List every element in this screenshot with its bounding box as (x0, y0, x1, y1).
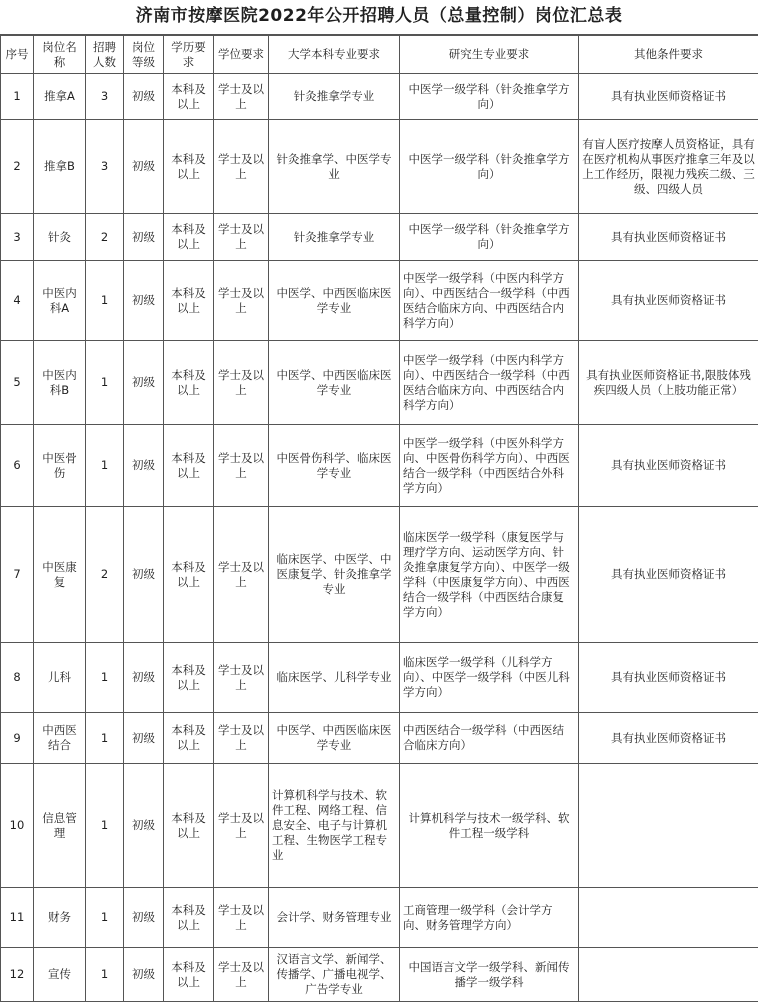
header-level: 岗位等级 (124, 36, 164, 74)
cell-no: 7 (1, 507, 34, 643)
cell-other: 具有执业医师资格证书 (579, 74, 758, 120)
cell-no: 12 (1, 948, 34, 1002)
table-row (1, 507, 758, 643)
cell-count: 1 (86, 888, 124, 948)
cell-count: 1 (86, 948, 124, 1002)
cell-degree: 学士及以上 (214, 214, 269, 261)
cell-name: 中医内科B (34, 341, 86, 425)
table-row (1, 713, 758, 764)
cell-count: 1 (86, 643, 124, 713)
cell-degree: 学士及以上 (214, 261, 269, 341)
cell-name: 宣传 (34, 948, 86, 1002)
cell-ug: 临床医学、儿科学专业 (269, 643, 400, 713)
cell-level: 初级 (124, 948, 164, 1002)
header-edu: 学历要求 (164, 36, 214, 74)
cell-count: 1 (86, 425, 124, 507)
header-degree: 学位要求 (214, 36, 269, 74)
cell-level: 初级 (124, 643, 164, 713)
cell-ug: 针灸推拿学专业 (269, 74, 400, 120)
cell-edu: 本科及以上 (164, 120, 214, 214)
cell-level: 初级 (124, 74, 164, 120)
cell-level: 初级 (124, 764, 164, 888)
cell-no: 3 (1, 214, 34, 261)
page-title: 济南市按摩医院2022年公开招聘人员（总量控制）岗位汇总表 (0, 0, 758, 35)
cell-other: 有盲人医疗按摩人员资格证，具有在医疗机构从事医疗推拿三年及以上工作经历，限视力残疾二级、三级、四级人员 (579, 120, 758, 214)
cell-level: 初级 (124, 425, 164, 507)
cell-name: 中医内科A (34, 261, 86, 341)
table-row (1, 74, 758, 120)
cell-pg: 中医学一级学科（中医内科学方向）、中西医结合一级学科（中西医结合临床方向、中西医结合内科学方向） (400, 261, 579, 341)
cell-edu: 本科及以上 (164, 643, 214, 713)
cell-edu: 本科及以上 (164, 888, 214, 948)
cell-degree: 学士及以上 (214, 948, 269, 1002)
cell-degree: 学士及以上 (214, 888, 269, 948)
cell-other: 具有执业医师资格证书 (579, 214, 758, 261)
cell-other: 具有执业医师资格证书 (579, 643, 758, 713)
cell-other (579, 888, 758, 948)
cell-degree: 学士及以上 (214, 764, 269, 888)
cell-no: 5 (1, 341, 34, 425)
cell-edu: 本科及以上 (164, 214, 214, 261)
cell-no: 9 (1, 713, 34, 764)
cell-other: 具有执业医师资格证书,限肢体残疾四级人员（上肢功能正常） (579, 341, 758, 425)
cell-pg: 临床医学一级学科（儿科学方向）、中医学一级学科（中医儿科学方向） (400, 643, 579, 713)
cell-degree: 学士及以上 (214, 341, 269, 425)
cell-edu: 本科及以上 (164, 507, 214, 643)
header-row (1, 36, 758, 74)
table-row (1, 764, 758, 888)
header-ug: 大学本科专业要求 (269, 36, 400, 74)
table-row (1, 948, 758, 1002)
cell-level: 初级 (124, 713, 164, 764)
cell-other (579, 948, 758, 1002)
cell-pg: 中医学一级学科（针灸推拿学方向） (400, 214, 579, 261)
cell-ug: 针灸推拿学专业 (269, 214, 400, 261)
table-row (1, 888, 758, 948)
cell-degree: 学士及以上 (214, 120, 269, 214)
cell-ug: 中医学、中西医临床医学专业 (269, 341, 400, 425)
cell-pg: 中医学一级学科（中医外科学方向、中医骨伤科学方向）、中西医结合一级学科（中西医结合外科学方向） (400, 425, 579, 507)
cell-count: 3 (86, 120, 124, 214)
cell-degree: 学士及以上 (214, 643, 269, 713)
cell-name: 中西医结合 (34, 713, 86, 764)
cell-level: 初级 (124, 214, 164, 261)
cell-pg: 中医学一级学科（针灸推拿学方向） (400, 120, 579, 214)
header-pg: 研究生专业要求 (400, 36, 579, 74)
header-no: 序号 (1, 36, 34, 74)
cell-degree: 学士及以上 (214, 713, 269, 764)
cell-name: 中医康复 (34, 507, 86, 643)
cell-edu: 本科及以上 (164, 948, 214, 1002)
cell-ug: 中医骨伤科学、临床医学专业 (269, 425, 400, 507)
cell-name: 信息管理 (34, 764, 86, 888)
cell-ug: 中医学、中西医临床医学专业 (269, 713, 400, 764)
cell-edu: 本科及以上 (164, 341, 214, 425)
table-row (1, 261, 758, 341)
cell-name: 针灸 (34, 214, 86, 261)
cell-ug: 临床医学、中医学、中医康复学、针灸推拿学专业 (269, 507, 400, 643)
positions-table (0, 35, 758, 1002)
table-row (1, 341, 758, 425)
cell-ug: 会计学、财务管理专业 (269, 888, 400, 948)
cell-level: 初级 (124, 120, 164, 214)
cell-count: 1 (86, 764, 124, 888)
cell-no: 10 (1, 764, 34, 888)
cell-degree: 学士及以上 (214, 74, 269, 120)
cell-other (579, 764, 758, 888)
header-count: 招聘人数 (86, 36, 124, 74)
table-row (1, 425, 758, 507)
cell-ug: 针灸推拿学、中医学专业 (269, 120, 400, 214)
cell-pg: 中医学一级学科（针灸推拿学方向） (400, 74, 579, 120)
cell-name: 中医骨伤 (34, 425, 86, 507)
cell-pg: 中国语言文学一级学科、新闻传播学一级学科 (400, 948, 579, 1002)
cell-level: 初级 (124, 507, 164, 643)
cell-count: 1 (86, 713, 124, 764)
cell-count: 2 (86, 507, 124, 643)
cell-count: 2 (86, 214, 124, 261)
cell-degree: 学士及以上 (214, 507, 269, 643)
cell-name: 财务 (34, 888, 86, 948)
cell-level: 初级 (124, 341, 164, 425)
cell-ug: 计算机科学与技术、软件工程、网络工程、信息安全、电子与计算机工程、生物医学工程专业 (269, 764, 400, 888)
cell-ug: 汉语言文学、新闻学、传播学、广播电视学、广告学专业 (269, 948, 400, 1002)
cell-edu: 本科及以上 (164, 74, 214, 120)
cell-no: 2 (1, 120, 34, 214)
cell-pg: 中西医结合一级学科（中西医结合临床方向） (400, 713, 579, 764)
cell-no: 8 (1, 643, 34, 713)
header-name: 岗位名称 (34, 36, 86, 74)
cell-name: 推拿B (34, 120, 86, 214)
cell-count: 1 (86, 261, 124, 341)
cell-degree: 学士及以上 (214, 425, 269, 507)
cell-level: 初级 (124, 888, 164, 948)
cell-no: 1 (1, 74, 34, 120)
header-other: 其他条件要求 (579, 36, 758, 74)
table-row (1, 214, 758, 261)
cell-no: 11 (1, 888, 34, 948)
cell-name: 儿科 (34, 643, 86, 713)
cell-pg: 计算机科学与技术一级学科、软件工程一级学科 (400, 764, 579, 888)
cell-count: 3 (86, 74, 124, 120)
cell-level: 初级 (124, 261, 164, 341)
cell-no: 4 (1, 261, 34, 341)
table-row (1, 643, 758, 713)
cell-name: 推拿A (34, 74, 86, 120)
cell-edu: 本科及以上 (164, 425, 214, 507)
cell-edu: 本科及以上 (164, 261, 214, 341)
table-row (1, 120, 758, 214)
cell-pg: 工商管理一级学科（会计学方向、财务管理学方向） (400, 888, 579, 948)
cell-count: 1 (86, 341, 124, 425)
cell-ug: 中医学、中西医临床医学专业 (269, 261, 400, 341)
cell-edu: 本科及以上 (164, 764, 214, 888)
cell-other: 具有执业医师资格证书 (579, 507, 758, 643)
cell-no: 6 (1, 425, 34, 507)
cell-pg: 中医学一级学科（中医内科学方向）、中西医结合一级学科（中西医结合临床方向、中西医结合内科学方向） (400, 341, 579, 425)
cell-pg: 临床医学一级学科（康复医学与理疗学方向、运动医学方向、针灸推拿康复学方向）、中医学一级学科（中医康复学方向）、中西医结合一级学科（中西医结合康复学方向） (400, 507, 579, 643)
cell-other: 具有执业医师资格证书 (579, 713, 758, 764)
cell-other: 具有执业医师资格证书 (579, 425, 758, 507)
cell-edu: 本科及以上 (164, 713, 214, 764)
cell-other: 具有执业医师资格证书 (579, 261, 758, 341)
